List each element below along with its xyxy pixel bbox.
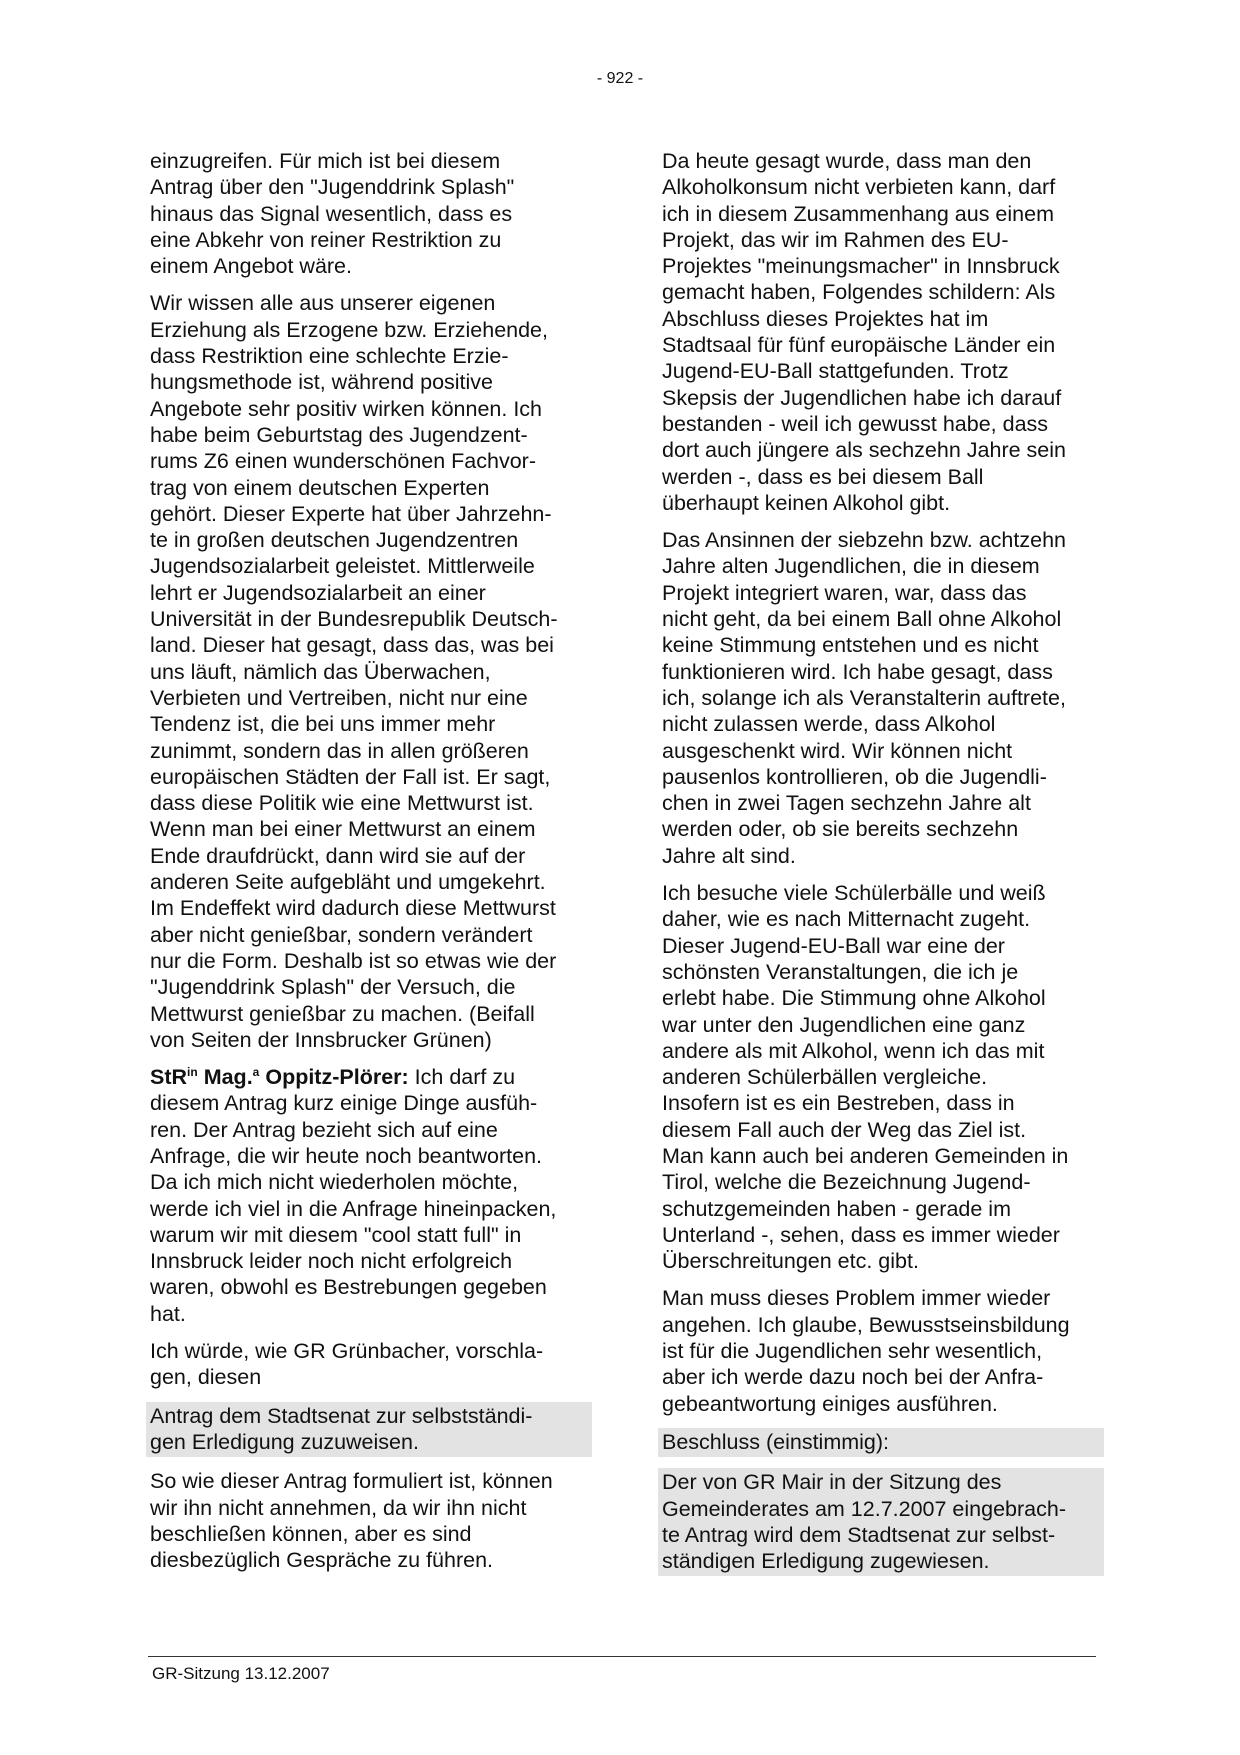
page-number: - 922 - [596, 70, 644, 87]
paragraph: Ich würde, wie GR Grünbacher, vorschla- gen, diesen [150, 1339, 544, 1390]
left-column [148, 148, 592, 1584]
speaker-statement: Ich darf zu diesem Antrag kurz einige Dinge ausfüh- ren. Der Antrag bezieht sich auf eine Anfrage, die wir heute noch beantworten. Da ich mich nicht wiederholen möchte, werde ich viel in die Anfrage hineinpacken, warum wir mit diesem "cool statt full" in Innsbruck leider noch nicht erfolgreich waren, obwohl es Bestrebungen gegeben hat. [150, 1065, 557, 1326]
speaker-title-suffix: in [187, 1065, 198, 1080]
speaker-degree-suffix: a [252, 1065, 260, 1080]
speaker-degree: Mag. [203, 1065, 253, 1090]
resolution-text: Der von GR Mair in der Sitzung des Gemeinderates am 12.7.2007 eingebrach- te Antrag wird dem Stadtsenat zur selbst- ständigen Erledigung zugewiesen. [658, 1468, 1104, 1576]
paragraph: Man muss dieses Problem immer wieder angehen. Ich glaube, Bewusstseinsbildung ist für die Jugendlichen sehr wesentlich, aber ich werde dazu noch bei der Anfra- gebeantwortung einiges ausführen. [662, 1286, 1070, 1416]
speaker-title: StR [150, 1065, 188, 1090]
speaker-paragraph [148, 1064, 592, 1327]
speaker-name [150, 1065, 409, 1089]
footer-session-label: GR-Sitzung 13.12.2007 [152, 1664, 330, 1683]
paragraph: Ich besuche viele Schülerbälle und weiß daher, wie es nach Mitternacht zugeht. Dieser Jugend-EU-Ball war eine der schönsten Veranstaltungen, die ich je erlebt habe. Die Stimmung ohne Alkohol war unter den Jugendlichen eine ganz andere als mit Alkohol, wenn ich das mit anderen Schülerbällen vergleiche. Insofern ist es ein Bestreben, dass in diesem Fall auch der Weg das Ziel ist. Man kann auch bei anderen Gemeinden in Tirol, welche die Bezeichnung Jugend- schutzgemeinden haben - gerade im Unterland -, sehen, dass es immer wieder Überschreitungen etc. gibt. [662, 881, 1069, 1274]
paragraph: Da heute gesagt wurde, dass man den Alkoholkonsum nicht verbieten kann, darf ich in diesem Zusammenhang aus einem Projekt, das wir im Rahmen des EU- Projektes "meinungsmacher" in Innsbruck gemacht haben, Folgendes schildern: Als Abschluss dieses Projektes hat im Stadtsaal für fünf europäische Länder ein Jugend-EU-Ball stattgefunden. Trotz Skepsis der Jugendlichen habe ich darauf bestanden - weil ich gewusst habe, dass dort auch jüngere als sechzehn Jahre sein werden -, dass es bei diesem Ball überhaupt keinen Alkohol gibt. [662, 149, 1066, 515]
resolution-heading: Beschluss (einstimmig): [658, 1428, 1104, 1457]
motion-highlight: Antrag dem Stadtsenat zur selbstständi- gen Erledigung zuzuweisen. [146, 1402, 592, 1458]
footer-divider [148, 1656, 1096, 1657]
speaker-surname: Oppitz-Plörer: [265, 1065, 409, 1090]
paragraph: einzugreifen. Für mich ist bei diesem Antrag über den "Jugenddrink Splash" hinaus das Signal wesentlich, dass es eine Abkehr von reiner Restriktion zu einem Angebot wäre. [150, 149, 515, 279]
paragraph: Das Ansinnen der siebzehn bzw. achtzehn Jahre alten Jugendlichen, die in diesem Projekt integriert waren, war, dass das nicht geht, da bei einem Ball ohne Alkohol keine Stimmung entstehen und es nicht funktionieren wird. Ich habe gesagt, dass ich, solange ich als Veranstalterin auftrete, nicht zulassen werde, dass Alkohol ausgeschenkt wird. Wir können nicht pausenlos kontrollieren, ob die Jugendli- chen in zwei Tagen sechzehn Jahre alt werden oder, ob sie bereits sechzehn Jahre alt sind. [662, 528, 1066, 868]
paragraph: Wir wissen alle aus unserer eigenen Erziehung als Erzogene bzw. Erziehende, dass Restriktion eine schlechte Erzie- hungsmethode ist, während positive Angebote sehr positiv wirken können. Ich habe beim Geburtstag des Jugendzent- rums Z6 einen wunderschönen Fachvor- trag von einem deutschen Experten gehört. Dieser Experte hat über Jahrzehn- te in großen deutschen Jugendzentren Jugendsozialarbeit geleistet. Mittlerweile lehrt er Jugendsozialarbeit an einer Universität in der Bundesrepublik Deutsch- land. Dieser hat gesagt, dass das, was bei uns läuft, nämlich das Überwachen, Verbieten und Vertreiben, nicht nur eine Tendenz ist, die bei uns immer mehr zunimmt, sondern das in allen größeren europäischen Städten der Fall ist. Er sagt, dass diese Politik wie eine Mettwurst ist. Wenn man bei einer Mettwurst an einem Ende draufdrückt, dann wird sie auf der anderen Seite aufgebläht und umgekehrt. Im Endeffekt wird dadurch diese Mettwurst aber nicht genießbar, sondern verändert nur die Form. Deshalb ist so etwas wie der "Jugenddrink Splash" der Versuch, die Mettwurst genießbar zu machen. (Beifall von Seiten der Innsbrucker Grünen) [150, 291, 558, 1052]
paragraph: So wie dieser Antrag formuliert ist, können wir ihn nicht annehmen, da wir ihn nicht beschließen können, aber es sind diesbezüglich Gespräche zu führen. [150, 1469, 553, 1573]
right-column [660, 148, 1104, 1587]
